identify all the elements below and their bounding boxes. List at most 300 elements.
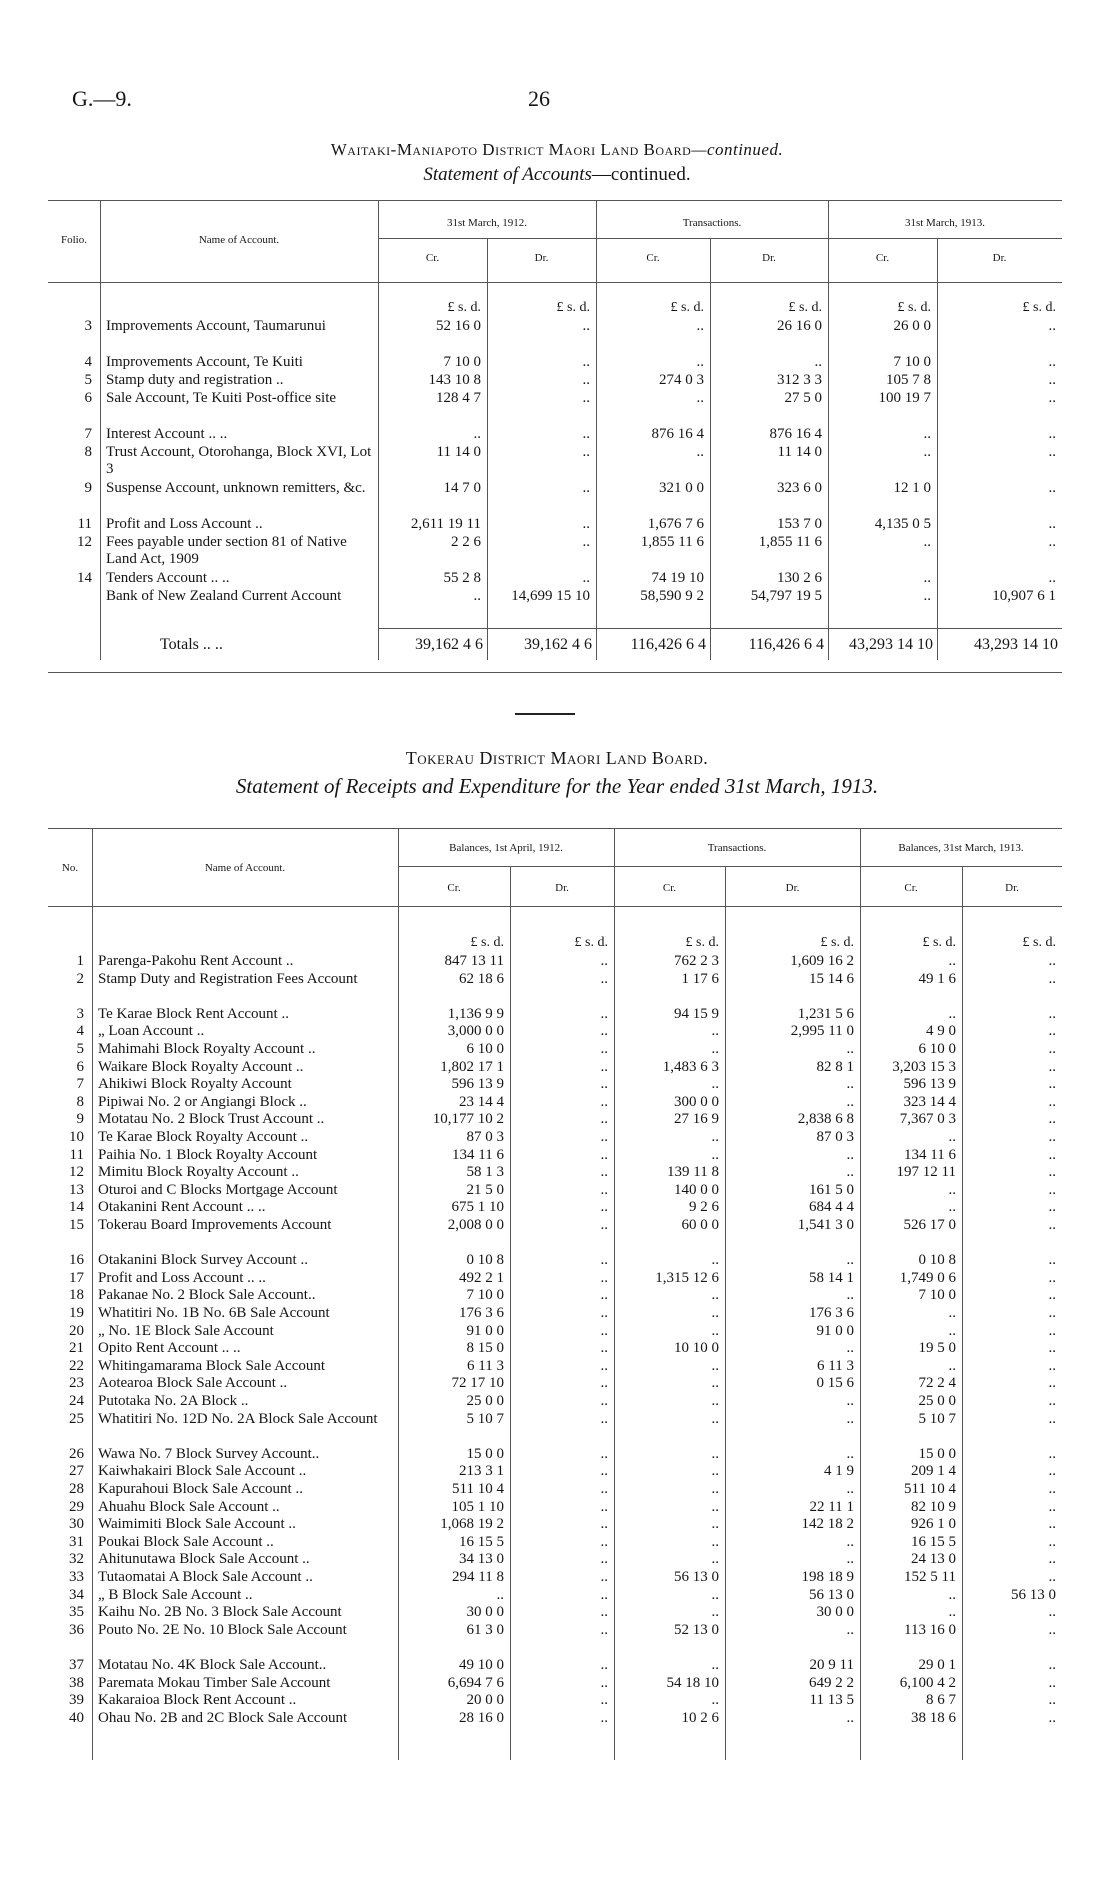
- amount-cell: 21 5 0: [466, 1181, 504, 1198]
- amount-cell: 684 4 4: [809, 1199, 854, 1216]
- row-index: 9: [76, 1111, 84, 1128]
- account-name: Waikare Block Royalty Account ..: [98, 1058, 304, 1075]
- amount-cell: 7,367 0 3: [899, 1111, 956, 1128]
- amount-cell: ..: [1048, 1674, 1056, 1691]
- amount-cell: 16 15 5: [911, 1533, 956, 1550]
- section2-subtitle: Statement of Receipts and Expenditure for the Year ended 31st March, 1913.: [235, 774, 879, 798]
- amount-cell: 198 18 9: [801, 1569, 854, 1585]
- amount-cell: ..: [600, 1199, 608, 1216]
- amount-cell: ..: [1048, 1498, 1056, 1515]
- amount-cell: ..: [1048, 1604, 1056, 1621]
- amount-cell: ..: [1048, 953, 1056, 969]
- amount-cell: 2,838 6 8: [797, 1111, 854, 1128]
- account-name: Suspense Account, unknown remitters, &c.: [106, 480, 366, 496]
- account-name: Profit and Loss Account ..: [106, 516, 263, 532]
- amount-cell: 596 13 9: [451, 1076, 504, 1093]
- amount-cell: ..: [1048, 1287, 1056, 1304]
- amount-cell: ..: [948, 1357, 956, 1374]
- amount-cell: 23 14 4: [459, 1093, 504, 1110]
- amount-cell: ..: [1048, 570, 1056, 586]
- amount-cell: ..: [1048, 1199, 1056, 1216]
- row-index: 29: [69, 1498, 84, 1515]
- amount-cell: ..: [1048, 1252, 1056, 1269]
- amount-cell: ..: [1048, 1023, 1056, 1040]
- amount-cell: 52 16 0: [436, 318, 481, 334]
- amount-cell: ..: [600, 1181, 608, 1198]
- amount-cell: 56 13 0: [1011, 1586, 1056, 1603]
- amount-cell: 6 10 0: [466, 1041, 504, 1057]
- amount-cell: ..: [711, 1041, 719, 1057]
- amount-cell: 300 0 0: [674, 1093, 719, 1110]
- amount-cell: 27 16 9: [674, 1111, 719, 1128]
- account-name: Mahimahi Block Royalty Account ..: [98, 1041, 316, 1057]
- amount-cell: 274 0 3: [659, 372, 704, 388]
- currency-unit-header: £ s. d.: [897, 300, 931, 315]
- row-index: 40: [69, 1709, 84, 1726]
- section1-title: [0, 140, 1114, 160]
- row-index: 28: [69, 1481, 84, 1497]
- amount-cell: ..: [696, 318, 704, 334]
- row-index: 30: [69, 1516, 84, 1533]
- section2-title: Tokerau District Maori Land Board.: [405, 748, 709, 768]
- column-group-header: 31st March, 1912.: [446, 217, 528, 229]
- row-index: 38: [69, 1674, 84, 1691]
- amount-cell: ..: [1048, 1410, 1056, 1427]
- amount-cell: ..: [846, 1533, 854, 1550]
- amount-cell: ..: [496, 1586, 504, 1603]
- amount-cell: 58 14 1: [809, 1269, 854, 1286]
- account-name: Oturoi and C Blocks Mortgage Account: [98, 1181, 338, 1198]
- amount-cell: ..: [711, 1129, 719, 1145]
- debit-header: Dr.: [785, 882, 800, 894]
- account-name: „ No. 1E Block Sale Account: [98, 1322, 274, 1339]
- amount-cell: 209 1 4: [911, 1463, 956, 1480]
- amount-cell: 14,699 15 10: [511, 588, 590, 604]
- amount-cell: 91 0 0: [466, 1322, 504, 1339]
- row-index: 33: [69, 1569, 84, 1585]
- amount-cell: 10 10 0: [674, 1340, 719, 1357]
- amount-cell: 0 10 8: [466, 1252, 504, 1269]
- amount-cell: 7 10 0: [893, 354, 931, 370]
- account-name: Putotaka No. 2A Block ..: [98, 1393, 249, 1409]
- amount-cell: 30 0 0: [466, 1604, 504, 1621]
- row-index: 34: [69, 1586, 84, 1603]
- amount-cell: 15 0 0: [466, 1445, 504, 1462]
- amount-cell: 1,483 6 3: [662, 1058, 719, 1075]
- amount-cell: ..: [600, 1604, 608, 1621]
- amount-cell: ..: [473, 426, 481, 442]
- amount-cell: ..: [1048, 372, 1056, 388]
- amount-cell: ..: [1048, 1569, 1056, 1585]
- amount-cell: ..: [711, 1533, 719, 1550]
- amount-cell: ..: [1048, 1357, 1056, 1374]
- currency-unit-header: £ s. d.: [574, 935, 608, 950]
- amount-cell: 1,609 16 2: [790, 953, 854, 969]
- amount-cell: 26 0 0: [893, 318, 931, 334]
- amount-cell: ..: [1048, 1657, 1056, 1673]
- row-index: 14: [77, 570, 92, 586]
- amount-cell: ..: [600, 1093, 608, 1110]
- amount-cell: 56 13 0: [809, 1586, 854, 1603]
- amount-cell: ..: [846, 1393, 854, 1409]
- amount-cell: ..: [582, 570, 590, 586]
- amount-cell: 87 0 3: [816, 1129, 854, 1145]
- row-index: 12: [77, 534, 92, 550]
- account-name: Whatitiri No. 1B No. 6B Sale Account: [98, 1305, 330, 1321]
- row-index: 16: [69, 1252, 84, 1269]
- amount-cell: 4 9 0: [926, 1023, 956, 1040]
- amount-cell: 54 18 10: [666, 1674, 719, 1691]
- amount-cell: ..: [711, 1498, 719, 1515]
- account-name: Motatau No. 4K Block Sale Account..: [98, 1657, 327, 1673]
- amount-cell: ..: [711, 1322, 719, 1339]
- amount-cell: 10 2 6: [681, 1709, 719, 1726]
- amount-cell: ..: [711, 1551, 719, 1568]
- account-name: Opito Rent Account .. ..: [98, 1340, 241, 1357]
- row-index: 2: [76, 970, 84, 987]
- amount-cell: ..: [923, 444, 931, 460]
- row-index: 14: [69, 1199, 84, 1216]
- amount-cell: 312 3 3: [777, 372, 822, 388]
- table-bottom-rule: [48, 672, 1062, 673]
- amount-cell: ..: [1048, 318, 1056, 334]
- amount-cell: ..: [1048, 444, 1056, 460]
- credit-header: Cr.: [447, 882, 461, 894]
- amount-cell: ..: [600, 1041, 608, 1057]
- amount-cell: ..: [1048, 1322, 1056, 1339]
- amount-cell: ..: [600, 1146, 608, 1163]
- amount-cell: 876 16 4: [769, 426, 822, 442]
- debit-header: Dr.: [534, 252, 549, 264]
- total-amount-cell: 43,293 14 10: [849, 636, 933, 653]
- amount-cell: 134 11 6: [904, 1146, 956, 1163]
- amount-cell: 11 14 0: [777, 444, 822, 460]
- amount-cell: 675 1 10: [451, 1199, 504, 1216]
- row-index: 7: [76, 1076, 84, 1093]
- account-name: Stamp Duty and Registration Fees Account: [98, 970, 358, 987]
- amount-cell: 139 11 8: [667, 1164, 719, 1181]
- currency-unit-header: £ s. d.: [1022, 935, 1056, 950]
- amount-cell: 58 1 3: [466, 1164, 504, 1181]
- row-index: 3: [76, 1005, 84, 1022]
- currency-unit-header: £ s. d.: [922, 935, 956, 950]
- account-name: Te Karae Block Royalty Account ..: [98, 1129, 309, 1145]
- amount-cell: ..: [846, 1709, 854, 1726]
- amount-cell: ..: [1048, 1146, 1056, 1163]
- account-name: Ahuahu Block Sale Account ..: [98, 1498, 280, 1515]
- amount-cell: 142 18 2: [801, 1516, 854, 1533]
- amount-cell: ..: [1048, 1709, 1056, 1726]
- amount-cell: ..: [600, 1586, 608, 1603]
- amount-cell: 140 0 0: [674, 1181, 719, 1198]
- amount-cell: 14 7 0: [443, 480, 481, 496]
- amount-cell: ..: [1048, 1340, 1056, 1357]
- amount-cell: ..: [582, 318, 590, 334]
- row-index: 8: [84, 444, 92, 460]
- amount-cell: ..: [1048, 1533, 1056, 1550]
- amount-cell: ..: [1048, 426, 1056, 442]
- amount-cell: 3,203 15 3: [892, 1058, 956, 1075]
- amount-cell: 1,541 3 0: [797, 1217, 854, 1233]
- amount-cell: 1,855 11 6: [758, 534, 822, 550]
- amount-cell: ..: [1048, 1164, 1056, 1181]
- amount-cell: ..: [846, 1041, 854, 1057]
- row-index: 6: [84, 390, 92, 406]
- account-name: Ahikiwi Block Royalty Account: [98, 1076, 292, 1093]
- currency-unit-header: £ s. d.: [1022, 300, 1056, 315]
- amount-cell: ..: [1048, 1129, 1056, 1145]
- row-index: 27: [69, 1463, 84, 1480]
- amount-cell: ..: [846, 1093, 854, 1110]
- amount-cell: ..: [1048, 1217, 1056, 1233]
- amount-cell: ..: [600, 1217, 608, 1233]
- amount-cell: ..: [846, 1146, 854, 1163]
- amount-cell: ..: [711, 1586, 719, 1603]
- row-index: 17: [69, 1269, 84, 1286]
- currency-unit-header: £ s. d.: [670, 300, 704, 315]
- header-bottom-rule: [48, 282, 1062, 283]
- amount-cell: ..: [600, 1533, 608, 1550]
- amount-cell: ..: [923, 588, 931, 604]
- amount-cell: 2,995 11 0: [790, 1023, 854, 1040]
- amount-cell: 12 1 0: [893, 480, 931, 496]
- amount-cell: ..: [948, 1604, 956, 1621]
- amount-cell: ..: [711, 1516, 719, 1533]
- amount-cell: ..: [711, 1023, 719, 1040]
- amount-cell: 161 5 0: [809, 1181, 854, 1198]
- amount-cell: 38 18 6: [911, 1709, 956, 1726]
- amount-cell: 11 13 5: [809, 1692, 854, 1709]
- amount-cell: ..: [948, 1322, 956, 1339]
- amount-cell: ..: [1048, 1041, 1056, 1057]
- amount-cell: 926 1 0: [911, 1516, 956, 1533]
- account-name: Whatitiri No. 12D No. 2A Block Sale Account: [98, 1410, 378, 1427]
- amount-cell: ..: [846, 1445, 854, 1462]
- amount-cell: ..: [711, 1410, 719, 1427]
- amount-cell: 6 10 0: [918, 1041, 956, 1057]
- amount-cell: 511 10 4: [452, 1481, 504, 1497]
- amount-cell: ..: [1048, 1375, 1056, 1392]
- amount-cell: 7 10 0: [443, 354, 481, 370]
- amount-cell: ..: [600, 1569, 608, 1585]
- amount-cell: ..: [1048, 1093, 1056, 1110]
- amount-cell: 197 12 11: [896, 1164, 956, 1181]
- amount-cell: ..: [1048, 1551, 1056, 1568]
- amount-cell: ..: [600, 1621, 608, 1638]
- amount-cell: 55 2 8: [443, 570, 481, 586]
- amount-cell: 176 3 6: [459, 1305, 504, 1321]
- column-group-header: 31st March, 1913.: [904, 217, 986, 229]
- amount-cell: ..: [948, 1305, 956, 1321]
- amount-cell: ..: [600, 1375, 608, 1392]
- amount-cell: 9 2 6: [689, 1199, 719, 1216]
- account-name: Otakanini Block Survey Account ..: [98, 1252, 308, 1269]
- column-group-header: Transactions.: [682, 217, 742, 229]
- amount-cell: 323 6 0: [777, 480, 822, 496]
- amount-cell: 5 10 7: [918, 1410, 956, 1427]
- index-header: No.: [61, 862, 79, 874]
- amount-cell: ..: [582, 426, 590, 442]
- amount-cell: ..: [600, 1252, 608, 1269]
- row-index: 5: [84, 372, 92, 388]
- amount-cell: 49 1 6: [918, 970, 956, 987]
- amount-cell: ..: [1048, 516, 1056, 532]
- account-name: Tenders Account .. ..: [106, 570, 230, 586]
- amount-cell: 105 7 8: [886, 372, 931, 388]
- totals-rule: [378, 628, 1062, 629]
- amount-cell: ..: [600, 1269, 608, 1286]
- amount-cell: ..: [1048, 480, 1056, 496]
- amount-cell: ..: [600, 970, 608, 987]
- account-name: Pakanae No. 2 Block Sale Account..: [98, 1287, 316, 1304]
- row-index: 15: [69, 1217, 84, 1233]
- amount-cell: ..: [696, 444, 704, 460]
- amount-cell: ..: [1048, 1481, 1056, 1497]
- account-name: Pouto No. 2E No. 10 Block Sale Account: [98, 1621, 347, 1638]
- amount-cell: 4 1 9: [824, 1463, 854, 1480]
- amount-cell: 105 1 10: [451, 1498, 504, 1515]
- currency-unit-header: £ s. d.: [556, 300, 590, 315]
- amount-cell: ..: [846, 1551, 854, 1568]
- account-name: Kaihu No. 2B No. 3 Block Sale Account: [98, 1604, 342, 1621]
- amount-cell: ..: [696, 354, 704, 370]
- amount-cell: 876 16 4: [651, 426, 704, 442]
- credit-header: Cr.: [875, 252, 890, 264]
- amount-cell: ..: [582, 516, 590, 532]
- amount-cell: 54,797 19 5: [750, 588, 822, 604]
- amount-cell: 1,136 9 9: [447, 1005, 504, 1022]
- table-top-rule: [48, 200, 1062, 201]
- amount-cell: 3,000 0 0: [447, 1023, 504, 1040]
- amount-cell: 8 6 7: [926, 1692, 956, 1709]
- amount-cell: ..: [600, 1709, 608, 1726]
- amount-cell: 87 0 3: [466, 1129, 504, 1145]
- amount-cell: ..: [711, 1657, 719, 1673]
- amount-cell: 8 15 0: [466, 1340, 504, 1357]
- credit-header: Cr.: [662, 882, 677, 894]
- amount-cell: ..: [711, 1146, 719, 1163]
- totals-label: Totals .. ..: [160, 636, 223, 653]
- row-index: 18: [69, 1287, 84, 1304]
- amount-cell: 15 0 0: [918, 1445, 956, 1462]
- amount-cell: ..: [582, 480, 590, 496]
- name-header: Name of Account.: [198, 234, 280, 246]
- amount-cell: ..: [711, 1375, 719, 1392]
- amount-cell: ..: [948, 1586, 956, 1603]
- amount-cell: 28 16 0: [459, 1709, 504, 1726]
- amount-cell: 10,907 6 1: [992, 588, 1056, 604]
- amount-cell: 0 10 8: [918, 1252, 956, 1269]
- amount-cell: ..: [582, 390, 590, 406]
- amount-cell: ..: [846, 1410, 854, 1427]
- index-header: Folio.: [61, 234, 87, 246]
- rule-after-index: [100, 200, 101, 660]
- row-index: 9: [84, 480, 92, 496]
- amount-cell: ..: [846, 1621, 854, 1638]
- row-index: 5: [76, 1041, 84, 1057]
- amount-cell: ..: [711, 1076, 719, 1093]
- amount-cell: ..: [582, 372, 590, 388]
- amount-cell: 60 0 0: [681, 1217, 719, 1233]
- amount-cell: ..: [1048, 1445, 1056, 1462]
- amount-cell: ..: [600, 1674, 608, 1691]
- amount-cell: ..: [600, 1023, 608, 1040]
- account-name: Sale Account, Te Kuiti Post-office site: [106, 390, 337, 406]
- amount-cell: 10,177 10 2: [432, 1111, 504, 1128]
- amount-cell: 1,231 5 6: [797, 1005, 854, 1022]
- account-name: Te Karae Block Rent Account ..: [98, 1005, 289, 1022]
- currency-unit-header: £ s. d.: [685, 935, 719, 950]
- amount-cell: 323 14 4: [903, 1093, 956, 1110]
- amount-cell: ..: [1048, 1692, 1056, 1709]
- amount-cell: 2 2 6: [451, 534, 481, 550]
- amount-cell: 82 10 9: [911, 1498, 956, 1515]
- amount-cell: 29 0 1: [918, 1657, 956, 1673]
- account-name: „ Loan Account ..: [98, 1023, 205, 1040]
- amount-cell: ..: [1048, 1111, 1056, 1128]
- amount-cell: ..: [600, 1076, 608, 1093]
- account-name: Ahitunutawa Block Sale Account ..: [98, 1551, 310, 1568]
- page-reference: G.—9.: [72, 86, 132, 111]
- amount-cell: ..: [923, 570, 931, 586]
- account-name: Profit and Loss Account .. ..: [98, 1269, 266, 1286]
- account-name: Tutaomatai A Block Sale Account ..: [98, 1569, 313, 1585]
- rule-after-index: [92, 828, 93, 1760]
- name-header: Name of Account.: [204, 862, 286, 874]
- amount-cell: ..: [600, 1005, 608, 1022]
- amount-cell: 82 8 1: [816, 1058, 854, 1075]
- amount-cell: 52 13 0: [674, 1621, 719, 1638]
- amount-cell: 22 11 1: [809, 1498, 854, 1515]
- amount-cell: ..: [846, 1076, 854, 1093]
- row-index: 1: [76, 953, 84, 969]
- amount-cell: ..: [600, 1058, 608, 1075]
- amount-cell: 4,135 0 5: [874, 516, 931, 532]
- row-index: 3: [84, 318, 92, 334]
- amount-cell: 25 0 0: [918, 1393, 956, 1409]
- amount-cell: ..: [1048, 1393, 1056, 1409]
- amount-cell: ..: [948, 1181, 956, 1198]
- amount-cell: 7 10 0: [466, 1287, 504, 1304]
- amount-cell: ..: [846, 1252, 854, 1269]
- amount-cell: 213 3 1: [459, 1463, 504, 1480]
- amount-cell: 26 16 0: [777, 318, 822, 334]
- row-index: 24: [69, 1393, 84, 1409]
- row-index: 19: [69, 1305, 84, 1321]
- amount-cell: ..: [582, 444, 590, 460]
- amount-cell: 596 13 9: [903, 1076, 956, 1093]
- amount-cell: ..: [711, 1287, 719, 1304]
- amount-cell: ..: [1048, 1058, 1056, 1075]
- amount-cell: ..: [600, 1498, 608, 1515]
- account-name: Trust Account, Otorohanga, Block XVI, Lot 3: [106, 444, 372, 477]
- amount-cell: ..: [948, 1005, 956, 1022]
- account-name: Stamp duty and registration ..: [106, 372, 284, 388]
- section1-subtitle-suffix: —continued.: [591, 164, 691, 185]
- section1-title-text: Waitaki-Maniapoto District Maori Land Board: [330, 140, 692, 159]
- account-name: Paihia No. 1 Block Royalty Account: [98, 1146, 318, 1163]
- amount-cell: ..: [711, 1692, 719, 1709]
- amount-cell: ..: [1048, 1305, 1056, 1321]
- amount-cell: ..: [1048, 1005, 1056, 1022]
- amount-cell: 62 18 6: [459, 970, 504, 987]
- amount-cell: ..: [600, 1164, 608, 1181]
- amount-cell: ..: [1048, 1269, 1056, 1286]
- amount-cell: ..: [1048, 1621, 1056, 1638]
- amount-cell: 153 7 0: [777, 516, 822, 532]
- account-name: Improvements Account, Te Kuiti: [106, 354, 303, 370]
- currency-unit-header: £ s. d.: [470, 935, 504, 950]
